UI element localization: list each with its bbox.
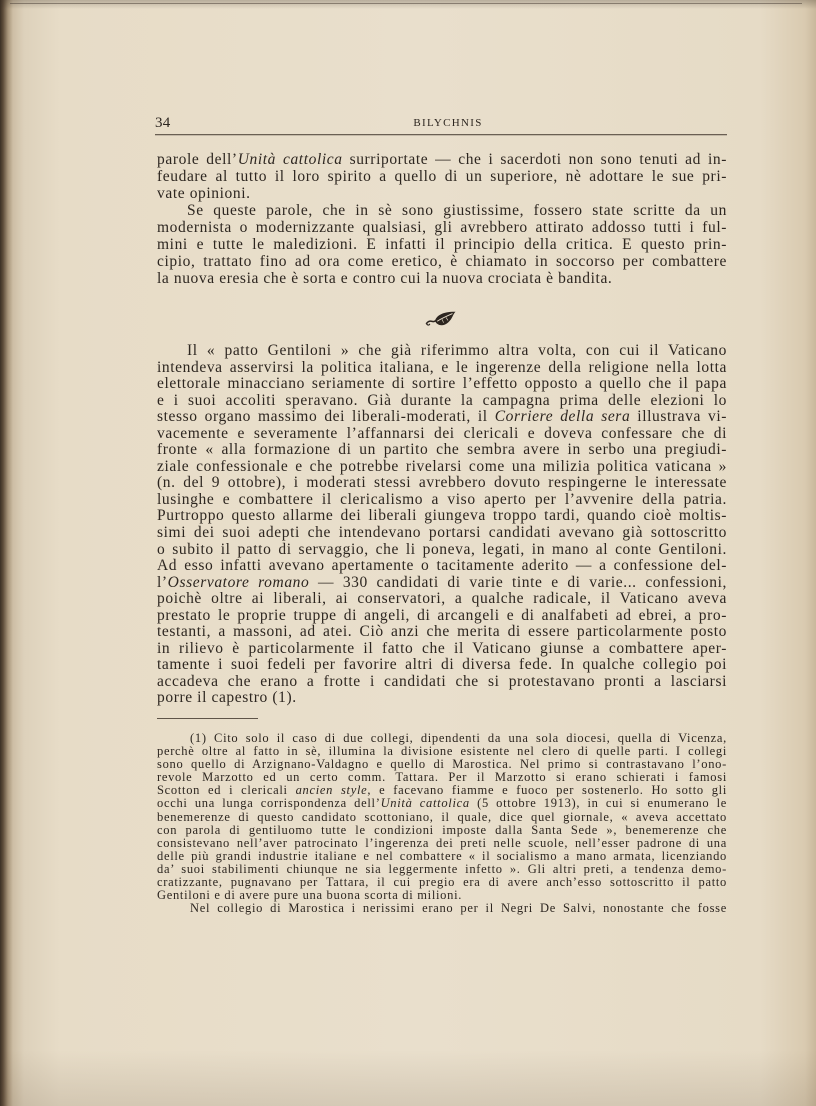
text-segment: perchè oltre al fatto in sè, illumina la divisione esistente nel clero di quelle parti. I collegi	[157, 744, 727, 759]
text-line	[157, 202, 727, 219]
text-segment: (n. del 9 ottobre), i moderati stessi avrebbero dovuto respingerne le interessate	[157, 474, 727, 492]
text-segment: — 330 candidati di varie tinte e di varie... confessioni,	[309, 573, 727, 591]
italic-title-text: Osservatore romano	[167, 573, 310, 591]
header-rule	[155, 134, 727, 135]
text-segment: simi dei suoi adepti che intendevano portarsi candidati avevano già sottoscritto	[157, 524, 727, 542]
text-segment: Nel collegio di Marostica i nerissimi erano per il Negri De Salvi, nonostante che fosse	[190, 901, 727, 916]
running-title: BILYCHNIS	[413, 117, 483, 129]
text-segment: da’ suoi stabilimenti chiunque ne sia leggermente infetto ». Gli altri preti, a tendenza demo-	[157, 861, 727, 876]
paragraph	[157, 902, 727, 915]
page-number: 34	[155, 115, 171, 131]
paragraph	[157, 202, 727, 287]
text-segment: poichè oltre ai liberali, ai conservatori, a qualche radicale, il Vaticano aveva	[157, 590, 727, 608]
text-line	[157, 641, 727, 658]
text-segment: l’	[157, 573, 168, 591]
text-line	[157, 409, 727, 426]
text-line	[157, 508, 727, 525]
text-segment: , e facevano fiamme e fuoco per sostenerlo. Ho sotto gli	[367, 783, 727, 798]
text-segment: tamente i suoi fedeli per favorire altri di diversa fede. In qualche collegio poi	[157, 656, 727, 674]
text-line	[157, 151, 727, 168]
text-line	[157, 442, 727, 459]
text-line	[157, 270, 727, 287]
text-line	[157, 343, 727, 360]
text-segment: cratizzante, pugnavano per Tattara, il cui pregio era di avere anch’esso sottoscritto il patto	[157, 875, 727, 890]
text-line	[157, 185, 727, 202]
text-segment: la nuova eresia che è sorta e contro cui la nuova crociata è bandita.	[157, 270, 613, 287]
text-segment: in rilievo è particolarmente il fatto che il Vaticano giunse a combattere aper-	[157, 639, 727, 657]
text-segment: cipio, trattato fino ad ora come eretico, è chiamato in soccorso per combattere	[157, 253, 727, 270]
paragraph	[157, 343, 727, 707]
text-segment: con parola di gentiluomo tutte le condizioni imposte dalla Santa Sede », benemerenze che	[157, 822, 727, 837]
text-segment: e i suoi accoliti speravano. Già durante la campagna prima delle elezioni lo	[157, 391, 727, 409]
paragraph	[157, 151, 727, 202]
text-segment: mini e tutte le maledizioni. E infatti il principio della critica. E questo prin-	[157, 236, 727, 253]
paragraph	[157, 732, 727, 902]
text-segment: illustrava vi-	[630, 408, 728, 426]
text-line	[157, 608, 727, 625]
text-segment: (1) Cito solo il caso di due collegi, dipendenti da una sola diocesi, quella di Vicenza,	[190, 731, 727, 745]
text-line	[157, 690, 727, 707]
footnote-rule	[157, 718, 258, 719]
text-segment: surriportate — che i sacerdoti non sono tenuti ad in-	[342, 151, 727, 168]
leaf-fleuron-icon	[425, 310, 457, 328]
text-segment: (5 ottobre 1913), in cui si enumerano le	[469, 796, 727, 811]
text-line	[157, 253, 727, 270]
text-segment: stesso organo massimo dei liberali-moderati, il	[157, 408, 495, 426]
text-segment: intendeva asservirsi la politica italiana, e le ingerenze della religione nella lotta	[157, 358, 727, 376]
text-segment: delle più grandi industrie italiane e nel combattere « il socialismo a mano armata, licenziando	[157, 848, 727, 863]
text-line	[157, 624, 727, 641]
body-text-upper	[157, 151, 727, 287]
text-line	[157, 558, 727, 575]
text-segment: ziale confessionale e che potrebbe rivelarsi come una milizia politica vaticana »	[157, 457, 727, 475]
text-segment: modernista o modernizzante qualsiasi, gli avrebbero attirato addosso tutti i ful-	[157, 219, 727, 236]
text-segment: Gentiloni e di avere pure una buona scorta di milioni.	[157, 888, 463, 903]
text-segment: Scotton ed i clericali	[157, 783, 296, 798]
scan-edge-line	[10, 3, 802, 4]
text-segment: sono quello di Arzignano-Valdagno e quello di Marostica. Nel primo si contrastavano l’ono-	[157, 757, 727, 772]
text-segment: occhi una lunga corrispondenza dell’	[157, 796, 381, 811]
italic-title-text: ancien style	[295, 783, 368, 798]
text-line	[157, 902, 727, 915]
text-segment: parole dell’	[157, 151, 238, 168]
text-segment: testanti, a massoni, ad atei. Ciò anzi che merita di essere particolarmente posto	[157, 623, 727, 641]
text-line	[157, 219, 727, 236]
text-line	[157, 475, 727, 492]
body-text-lower	[157, 343, 727, 707]
footnotes	[157, 732, 727, 915]
text-line	[157, 459, 727, 476]
text-segment: Ad esso infatti avevano apertamente o tacitamente aderito — a confessione del-	[157, 557, 727, 575]
text-line	[157, 393, 727, 410]
text-line	[157, 525, 727, 542]
text-segment: consistevano nell’aver patrocinato l’ingerenza dei preti nelle scuole, nell’esser padrone di una	[157, 835, 727, 850]
text-line	[157, 542, 727, 559]
text-line	[157, 657, 727, 674]
text-segment: prestato le proprie truppe di angeli, di arcangeli e di analfabeti ad ebrei, a pro-	[157, 606, 727, 624]
italic-title-text: Corriere della sera	[494, 408, 631, 426]
text-line	[157, 591, 727, 608]
text-line	[157, 492, 727, 509]
text-segment: Il « patto Gentiloni » che già riferimmo altra volta, con cui il Vaticano	[187, 342, 727, 359]
text-line	[157, 236, 727, 253]
text-segment: fronte « alla formazione di un partito che sembra avere in serbo una pregiudi-	[157, 441, 727, 459]
text-segment: porre il capestro (1).	[157, 689, 297, 707]
text-segment: Se queste parole, che in sè sono giustissime, fossero state scritte da un	[187, 202, 727, 219]
italic-title-text: Unità cattolica	[237, 151, 343, 168]
text-segment: accadeva che erano a frotte i candidati che si protestavano pronti a lasciarsi	[157, 672, 727, 690]
text-line	[157, 426, 727, 443]
text-segment: vate opinioni.	[157, 185, 251, 202]
text-segment: revole Marzotto ed un certo comm. Tattara. Per il Marzotto si erano schierati i famosi	[157, 770, 727, 785]
text-segment: benemerenze di questo candidato scottoniano, il quale, dice quel giornale, « aveva accettato	[157, 809, 727, 824]
italic-title-text: Unità cattolica	[380, 796, 470, 811]
text-line	[157, 575, 727, 592]
text-segment: vacemente e severamente l’affannarsi dei clericali e doveva confessare che di	[157, 424, 727, 442]
text-segment: lusinghe e combattere il clericalismo a viso aperto per l’avvenire della patria.	[157, 490, 727, 508]
text-segment: o subito il patto di servaggio, che li poneva, legati, in mano al conte Gentiloni.	[157, 540, 727, 558]
text-line	[157, 168, 727, 185]
text-line	[157, 376, 727, 393]
text-line	[157, 674, 727, 691]
text-line	[157, 360, 727, 377]
text-segment: elettorale minacciano seriamente di sortire l’effetto opposto a quello che il papa	[157, 375, 727, 393]
text-segment: Purtroppo questo allarme dei liberali giungeva troppo tardi, quando cioè moltis-	[157, 507, 727, 525]
text-segment: feudare al tutto il loro spirito a quello di un superiore, nè adottare le sue pri-	[157, 168, 727, 185]
